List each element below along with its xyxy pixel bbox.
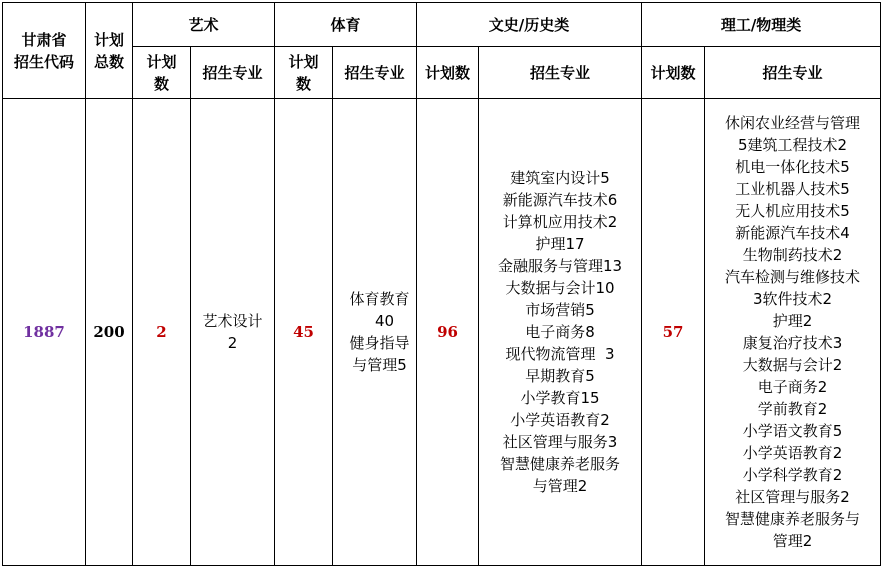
plan-total-cell: 200 bbox=[86, 99, 133, 566]
liberal-major-line: 与管理2 bbox=[532, 477, 588, 495]
science-major-line: 工业机器人技术5 bbox=[735, 180, 850, 198]
science-plan-count-header: 计划数 bbox=[642, 47, 705, 99]
liberal-major-line: 智慧健康养老服务 bbox=[500, 455, 621, 473]
province-code-header bbox=[3, 3, 86, 99]
liberal-major-line: 大数据与会计10 bbox=[505, 279, 615, 297]
science-major-header: 招生专业 bbox=[705, 47, 881, 99]
science-count-cell: 57 bbox=[642, 99, 705, 566]
science-major-line: 小学英语教育2 bbox=[742, 444, 843, 462]
art-plan-count-header-line1: 计划 bbox=[146, 52, 177, 71]
art-major-header: 招生专业 bbox=[191, 47, 275, 99]
plan-total-header bbox=[86, 3, 133, 99]
enrollment-plan-table bbox=[2, 2, 881, 566]
liberal-major-line: 金融服务与管理13 bbox=[497, 257, 623, 275]
plan-total-header-line2: 总数 bbox=[93, 52, 124, 71]
science-major-line: 电子商务2 bbox=[757, 378, 828, 396]
sports-major-line: 体育教育 bbox=[349, 290, 410, 308]
liberal-major-line: 市场营销5 bbox=[525, 301, 595, 319]
science-major-line: 小学语文教育5 bbox=[742, 422, 843, 440]
liberal-count-cell: 96 bbox=[417, 99, 479, 566]
liberal-major-line: 新能源汽车技术6 bbox=[502, 191, 618, 209]
sports-count-cell: 45 bbox=[275, 99, 333, 566]
science-major-line: 5建筑工程技术2 bbox=[738, 136, 848, 154]
science-major-line: 小学科学教育2 bbox=[742, 466, 843, 484]
liberal-major-line: 社区管理与服务3 bbox=[502, 433, 618, 451]
science-majors-cell bbox=[705, 99, 881, 566]
sports-major-line: 40 bbox=[374, 312, 395, 330]
sports-header: 体育 bbox=[275, 3, 417, 47]
header-row-1 bbox=[3, 3, 881, 47]
province-code-header-line2: 招生代码 bbox=[13, 52, 74, 71]
liberal-major-header: 招生专业 bbox=[479, 47, 642, 99]
liberal-major-line: 电子商务8 bbox=[525, 323, 595, 341]
sports-major-line: 健身指导 bbox=[349, 334, 410, 352]
science-major-line: 汽车检测与维修技术 bbox=[725, 268, 861, 286]
liberal-major-line: 现代物流管理 3 bbox=[505, 345, 615, 363]
science-major-line: 社区管理与服务2 bbox=[735, 488, 850, 506]
art-major-line: 艺术设计 bbox=[202, 312, 263, 330]
art-plan-count-header bbox=[133, 47, 191, 99]
science-major-line: 生物制药技术2 bbox=[742, 246, 843, 264]
sports-plan-count-header bbox=[275, 47, 333, 99]
science-major-line: 无人机应用技术5 bbox=[735, 202, 850, 220]
liberal-major-line: 小学英语教育2 bbox=[510, 411, 610, 429]
science-major-line: 休闲农业经营与管理 bbox=[725, 114, 861, 132]
art-count-cell: 2 bbox=[133, 99, 191, 566]
science-major-line: 机电一体化技术5 bbox=[735, 158, 850, 176]
art-major-line: 2 bbox=[227, 334, 238, 352]
province-code-header-line1: 甘肃省 bbox=[21, 30, 67, 49]
liberal-arts-header: 文史/历史类 bbox=[417, 3, 642, 47]
liberal-major-line: 早期教育5 bbox=[525, 367, 595, 385]
sports-major-cell bbox=[333, 99, 417, 566]
liberal-major-line: 护理17 bbox=[535, 235, 585, 253]
liberal-major-line: 小学教育15 bbox=[520, 389, 600, 407]
province-code-cell: 1887 bbox=[3, 99, 86, 566]
science-major-line: 3软件技术2 bbox=[753, 290, 833, 308]
science-major-line: 智慧健康养老服务与 bbox=[725, 510, 861, 528]
table-row bbox=[3, 99, 881, 566]
sports-plan-count-header-line1: 计划 bbox=[288, 52, 319, 71]
science-major-line: 大数据与会计2 bbox=[742, 356, 843, 374]
plan-total-header-line1: 计划 bbox=[93, 30, 124, 49]
science-header: 理工/物理类 bbox=[642, 3, 881, 47]
liberal-majors-cell bbox=[479, 99, 642, 566]
art-plan-count-header-line2: 数 bbox=[153, 74, 169, 93]
science-major-line: 新能源汽车技术4 bbox=[735, 224, 850, 242]
header-row-2 bbox=[3, 47, 881, 99]
science-major-line: 康复治疗技术3 bbox=[742, 334, 843, 352]
sports-plan-count-header-line2: 数 bbox=[296, 74, 312, 93]
liberal-plan-count-header: 计划数 bbox=[417, 47, 479, 99]
science-major-line: 管理2 bbox=[772, 532, 813, 550]
sports-major-header: 招生专业 bbox=[333, 47, 417, 99]
sports-major-line: 与管理5 bbox=[352, 356, 407, 374]
art-major-cell bbox=[191, 99, 275, 566]
science-major-line: 学前教育2 bbox=[757, 400, 828, 418]
liberal-major-line: 计算机应用技术2 bbox=[502, 213, 618, 231]
art-header: 艺术 bbox=[133, 3, 275, 47]
science-major-line: 护理2 bbox=[772, 312, 813, 330]
liberal-major-line: 建筑室内设计5 bbox=[510, 169, 610, 187]
